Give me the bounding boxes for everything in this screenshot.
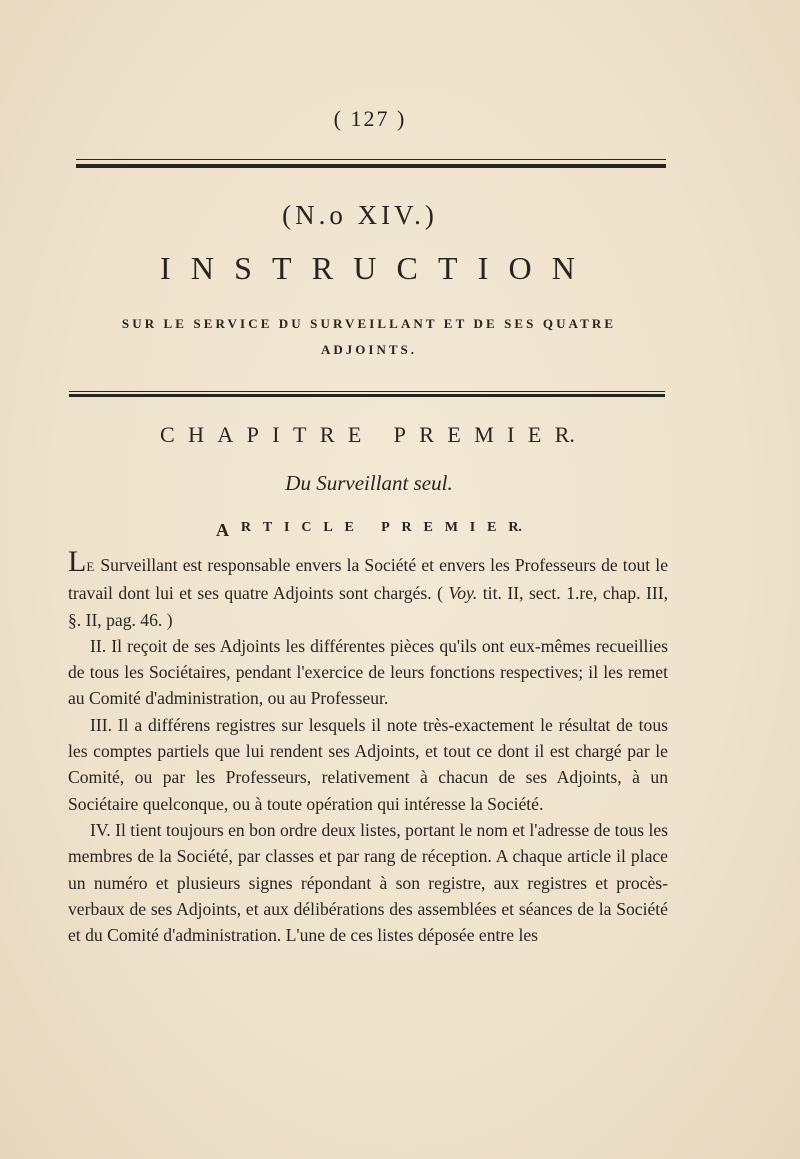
chapter-letter: R [419,422,434,447]
chapter-letter: P [246,422,259,447]
title-letter: T [272,250,292,286]
article-letter: C [301,520,312,535]
chapter-letter: E [527,422,542,447]
subtitle-line-2: ADJOINTS. [321,342,417,357]
article-letter: E [487,520,497,535]
paragraph-4: IV. Il tient toujours en bon ordre deux listes, portant le nom et l'adresse de tous les membres de la Société, par classes et par rang de réception. A chaque article il place un numéro et plusieurs signes répondant à son registre, aux registres et procès-verbaux de ses Adjoints, et aux délibérations des assemblées et séances de la Société et du Comité d'administration. L'une de ces listes déposée entre les [68,819,668,946]
document-number: (N.o XIV.) [282,200,438,230]
title-letter: U [353,250,377,286]
chapter-letter: P [393,422,406,447]
article-letter: A [216,520,229,540]
article-letter: I [284,520,290,535]
title-letter: T [438,250,458,286]
title-letter: N [551,250,575,286]
title-letter: O [508,250,532,286]
title-letter: I [477,250,489,286]
article-letter: E [344,520,354,535]
section-title: Du Surveillant seul. [285,471,453,495]
chapter-letter: E [447,422,461,447]
article-letter [366,520,370,541]
subtitle-line-1: SUR LE SERVICE DU SURVEILLANT ET DE SES QUATRE [121,316,617,331]
paragraph-2: II. Il reçoit de ses Adjoints les différentes pièces qu'ils ont eux-mêmes recueillies de tous les Sociétaires, pendant l'exercice de leurs fonctions respectives; il les remet au Comité d'administration, ou au Professeur. [68,635,668,709]
article-letter: T [262,520,273,535]
paragraph-1-ref: tit. II, sect. 1.re, chap. III, §. II, pag. 46. ) [68,583,669,630]
article-letter: M [444,520,458,535]
chapter-letter: A [217,422,234,447]
title-letter: C [396,250,418,286]
chapter-letter: I [507,422,515,447]
header-rule [76,164,666,168]
title-letter: R [311,250,334,286]
chapter-letter: H [188,422,204,447]
chapter-letter: E [347,422,362,447]
article-letter: I [469,520,476,535]
paragraph-1-text: Surveillant est responsable envers la Société et envers les Professeurs de tout le travail dont lui et ses quatre Adjoints sont chargés. ( [68,555,668,604]
chapter-title [160,422,575,448]
article-title [216,520,522,541]
article-letter: R. [508,520,522,535]
smallcaps-text: E [86,559,96,574]
chapter-letter: M [474,422,494,447]
drop-cap: L [68,545,87,578]
page-number: ( 127 ) [333,106,407,131]
article-letter: E [423,520,433,535]
article-letter: R [240,520,251,535]
article-letter: R [401,520,412,535]
body-text [68,545,669,948]
title-letter: N [190,250,214,286]
chapter-letter: C [160,422,175,447]
section-rule [69,394,665,397]
article-letter: P [381,520,390,535]
chapter-letter: T [293,422,307,447]
article-letter: L [323,520,333,535]
chapter-letter [375,422,381,448]
title-letter: S [234,250,252,286]
chapter-letter: R. [554,422,575,447]
voy-reference: Voy. [448,583,478,604]
paragraph-3: III. Il a différens registres sur lesquels il note très-exactement le résultat de tous les comptes partiels que lui rendent ses Adjoints, et tout ce dont il est chargé par le Comité, ou par les Professeurs, relativement à chacun de ses Adjoints, à un Sociétaire quelconque, ou à toute opération qui intéresse la Société. [68,714,668,814]
chapter-letter: R [319,422,335,447]
paragraph-1 [68,545,669,633]
title-letter: I [160,250,171,286]
main-title [160,250,575,287]
chapter-letter: I [272,422,280,447]
